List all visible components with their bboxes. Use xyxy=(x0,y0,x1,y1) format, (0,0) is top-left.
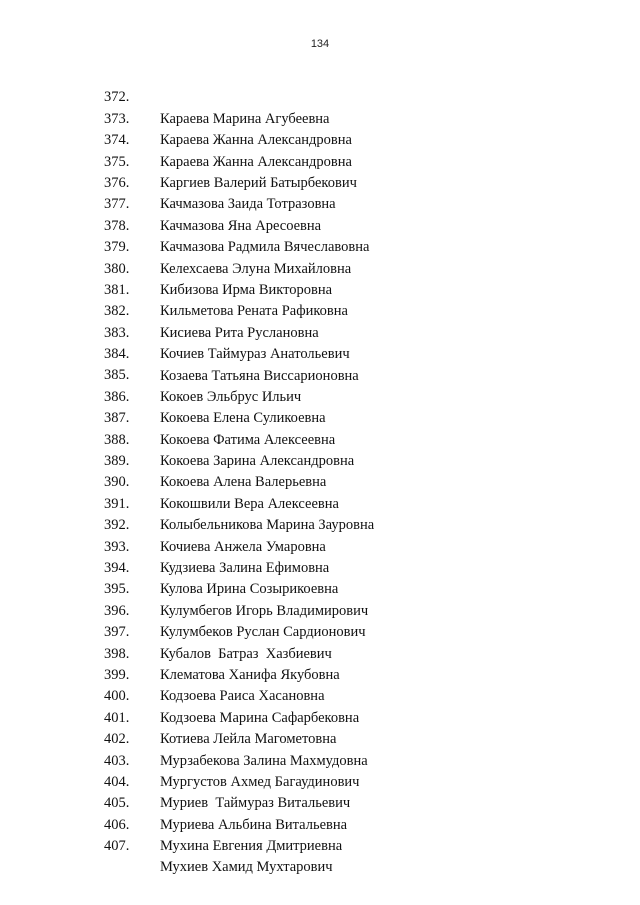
entry-name: Караева Жанна Александровна xyxy=(160,153,352,170)
entry-number: 401. xyxy=(104,709,130,726)
entry-number: 374. xyxy=(104,132,130,149)
entry-number: 383. xyxy=(104,324,130,341)
entry-name: Котиева Лейла Магометовна xyxy=(160,731,337,748)
entry-name: Караева Марина Агубеевна xyxy=(160,110,330,127)
entry-name: Кокоева Зарина Александровна xyxy=(160,453,355,470)
entry-number: 400. xyxy=(104,688,130,705)
entry-name: Кодзоева Марина Сафарбековна xyxy=(160,709,360,726)
entry-number: 390. xyxy=(104,474,130,491)
entry-number: 389. xyxy=(104,453,130,470)
entry-number: 399. xyxy=(104,666,130,683)
entry-name: Кочиев Таймураз Анатольевич xyxy=(160,346,350,363)
entry-name: Кокоев Эльбрус Ильич xyxy=(160,388,302,405)
entry-name: Кокоева Фатима Алексеевна xyxy=(160,431,336,448)
entry-number: 402. xyxy=(104,731,130,748)
entry-number: 394. xyxy=(104,560,130,576)
entry-name: Караева Жанна Александровна xyxy=(160,132,352,149)
entry-number: 376. xyxy=(104,174,130,191)
entry-number: 407. xyxy=(104,838,130,855)
entry-number: 391. xyxy=(104,495,130,512)
entry-name: Клематова Ханифа Якубовна xyxy=(160,666,340,683)
entry-name: Мухиев Хамид Мухтарович xyxy=(160,859,333,876)
entry-name: Мурзабекова Залина Махмудовна xyxy=(160,752,368,769)
entry-number: 404. xyxy=(104,773,130,790)
entry-name: Мухина Евгения Дмитриевна xyxy=(160,838,343,855)
entry-number: 396. xyxy=(104,602,130,619)
entry-name: Кокошвили Вера Алексеевна xyxy=(160,495,339,512)
entry-number: 381. xyxy=(104,281,130,298)
entry-number: 397. xyxy=(104,624,130,641)
page-number: 134 xyxy=(310,38,330,50)
entry-name: Кокоева Елена Суликоевна xyxy=(160,410,326,427)
entry-name: Качмазова Яна Аресоевна xyxy=(160,217,322,234)
entry-name: Мургустов Ахмед Багаудинович xyxy=(160,773,360,790)
entry-name: Келехсаева Элуна Михайловна xyxy=(160,260,352,277)
entry-number: 403. xyxy=(104,752,130,769)
entry-number: 384. xyxy=(104,346,130,363)
entry-number: 387. xyxy=(104,410,130,427)
entry-name: Качмазова Радмила Вячеславовна xyxy=(160,239,370,256)
entry-name: Кисиева Рита Руслановна xyxy=(160,324,319,341)
entry-number: 382. xyxy=(104,303,130,320)
entry-number: 398. xyxy=(104,645,130,662)
entry-number: 395. xyxy=(104,581,130,598)
entry-number: 405. xyxy=(104,795,130,812)
entry-number: 386. xyxy=(104,388,130,405)
entry-number: 380. xyxy=(104,260,130,277)
entry-name: Муриева Альбина Витальевна xyxy=(160,816,348,833)
entry-name: Каргиев Валерий Батырбекович xyxy=(160,174,357,191)
entry-name: Кулумбегов Игорь Владимирович xyxy=(160,602,369,619)
entry-number: 373. xyxy=(104,110,130,127)
entry-number: 377. xyxy=(104,196,130,213)
entry-number: 385. xyxy=(104,367,130,384)
entry-name: Кодзоева Раиса Хасановна xyxy=(160,688,325,705)
entry-name: Качмазова Заида Тотразовна xyxy=(160,196,336,213)
entry-number: 406. xyxy=(104,816,130,833)
name-list xyxy=(0,66,640,876)
entry-number: 393. xyxy=(104,538,130,555)
entry-number: 378. xyxy=(104,217,130,234)
entry-number: 372. xyxy=(104,89,130,106)
entry-name: Кудзиева Залина Ефимовна xyxy=(160,560,330,577)
entry-name: Колыбельникова Марина Зауровна xyxy=(160,517,375,534)
entry-number: 379. xyxy=(104,239,130,256)
entry-name: Кулова Ирина Созырикоевна xyxy=(160,581,339,598)
entry-number: 388. xyxy=(104,431,130,448)
entry-number: 392. xyxy=(104,517,130,534)
entry-number: 375. xyxy=(104,153,130,170)
entry-name: Козаева Татьяна Виссарионовна xyxy=(160,367,359,384)
entry-name: Кильметова Рената Рафиковна xyxy=(160,303,348,320)
entry-name: Кочиева Анжела Умаровна xyxy=(160,538,326,555)
entry-name: Кибизова Ирма Викторовна xyxy=(160,281,333,298)
entry-name: Кулумбеков Руслан Сардионович xyxy=(160,624,366,641)
entry-name: Кокоева Алена Валерьевна xyxy=(160,474,327,491)
entry-name: Муриев Таймураз Витальевич xyxy=(160,795,351,812)
entry-name: Кубалов Батраз Хазбиевич xyxy=(160,645,332,662)
